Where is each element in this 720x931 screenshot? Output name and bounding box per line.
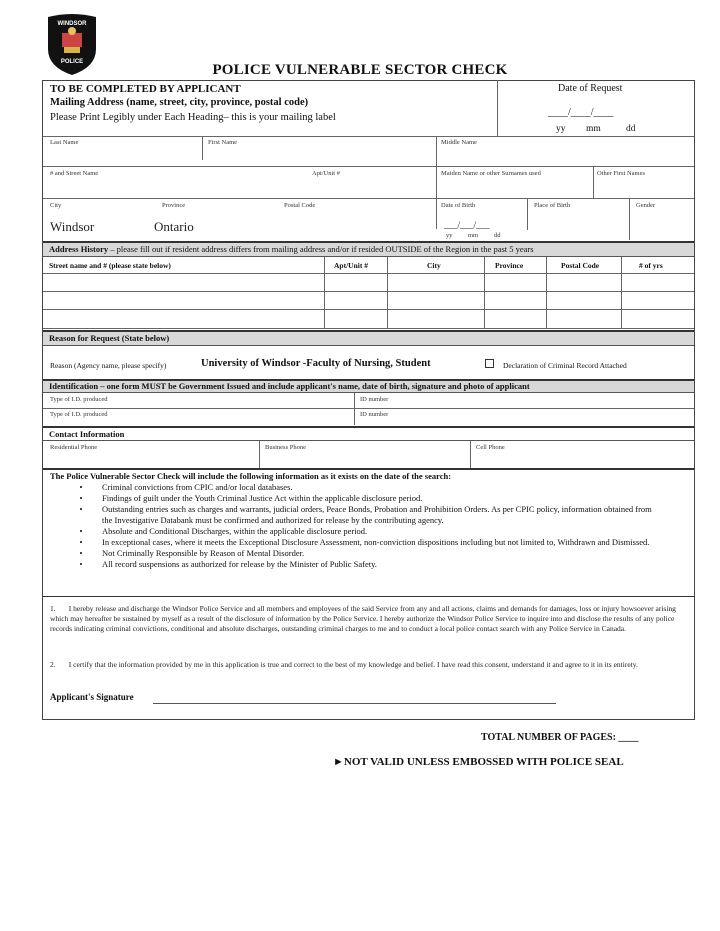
dob-dd: dd bbox=[494, 232, 501, 239]
signature-line[interactable] bbox=[153, 702, 556, 704]
reason-heading: Reason for Request (State below) bbox=[43, 330, 694, 346]
date-request-label: Date of Request bbox=[558, 83, 623, 94]
date-yy: yy bbox=[556, 124, 566, 134]
col-apt: Apt/Unit # bbox=[334, 261, 368, 270]
includes-heading: The Police Vulnerable Sector Check will include the following information as it exists on the date of the search: bbox=[50, 471, 452, 481]
includes-list bbox=[60, 482, 690, 570]
consent-paragraph-1: 1. I hereby release and discharge the Windsor Police Service and all members and employees of the said Service from any and all actions, claims and demands for damages, loss or injury howsoever arising which may hereafter be sustained by myself as a result of the disclosure of information by the Police Service. I hereby authorize the Windsor Police Service to inquire into and disclose the results of any police records indicating criminal convictions, conditional and absolute discharges, outstanding criminal charges to me and to conduct a local police contact search with any Police Service in Canada. bbox=[50, 604, 676, 633]
dob-yy: yy bbox=[446, 232, 453, 239]
col-years: # of yrs bbox=[639, 261, 663, 270]
signature-label: Applicant's Signature bbox=[50, 692, 134, 702]
other-first-label: Other First Names bbox=[597, 170, 646, 177]
list-item: • Absolute and Conditional Discharges, within the applicable disclosure period. bbox=[79, 526, 368, 536]
consent-paragraph-2: 2. I certify that the information provided by me in this application is true and correct to the best of my knowledge and belief. I have read this consent, understand it and agree to it in its entirety. bbox=[50, 660, 638, 669]
city-label: City bbox=[50, 202, 62, 209]
business-phone-label: Business Phone bbox=[265, 444, 306, 451]
logo-bottom-text: POLICE bbox=[60, 59, 84, 65]
dob-field[interactable]: ___/___/___ bbox=[444, 220, 490, 230]
logo-top-text: WINDSOR bbox=[57, 21, 87, 27]
col-postal: Postal Code bbox=[561, 261, 600, 270]
reason-value[interactable]: University of Windsor -Faculty of Nursing, Student bbox=[201, 358, 431, 369]
list-item: • Outstanding entries such as charges and warrants, judicial orders, Peace Bonds, Probation and Prohibition Orders. As per CPIC policy, information obtained from the Investigative Databank must be confirmed and authorized for release by the contributing agency. bbox=[79, 504, 652, 525]
postal-label: Postal Code bbox=[284, 202, 316, 209]
col-city: City bbox=[427, 261, 441, 270]
declaration-label: Declaration of Criminal Record Attached bbox=[503, 361, 627, 370]
residential-phone-label: Residential Phone bbox=[50, 444, 98, 451]
id-type1-label: Type of I.D. produced bbox=[50, 396, 108, 403]
last-name-label: Last Name bbox=[50, 139, 79, 146]
pob-label: Place of Birth bbox=[534, 202, 571, 209]
list-item: • Findings of guilt under the Youth Criminal Justice Act within the applicable disclosure period. bbox=[79, 493, 423, 503]
cell-phone-label: Cell Phone bbox=[476, 444, 505, 451]
date-request-field[interactable]: ____/____/____ bbox=[548, 107, 614, 118]
id-number1-label: ID number bbox=[360, 396, 389, 403]
gender-label: Gender bbox=[636, 202, 656, 209]
city-value[interactable]: Windsor bbox=[50, 219, 95, 234]
maiden-name-label: Maiden Name or other Surnames used bbox=[441, 170, 541, 177]
header-line3: Please Print Legibly under Each Heading– this is your mailing label bbox=[50, 112, 336, 123]
province-label: Province bbox=[162, 202, 186, 209]
address-history-heading: Address History – please fill out if resident address differs from mailing address and/or if resided OUTSIDE of the Region in the past 5 years bbox=[43, 241, 694, 257]
dob-label: Date of Birth bbox=[441, 202, 476, 209]
total-pages: TOTAL NUMBER OF PAGES: ____ bbox=[481, 732, 639, 743]
declaration-checkbox[interactable] bbox=[485, 359, 494, 368]
id-type2-label: Type of I.D. produced bbox=[50, 411, 108, 418]
reason-label: Reason (Agency name, please specify) bbox=[50, 361, 167, 370]
street-label: # and Street Name bbox=[50, 170, 99, 177]
first-name-label: First Name bbox=[208, 139, 238, 146]
province-value[interactable]: Ontario bbox=[154, 219, 194, 234]
list-item: • All record suspensions as authorized for release by the Minister of Public Safety. bbox=[79, 559, 377, 569]
list-item: • Criminal convictions from CPIC and/or local databases. bbox=[79, 482, 293, 492]
id-number2-label: ID number bbox=[360, 411, 389, 418]
header-line1: TO BE COMPLETED BY APPLICANT bbox=[50, 83, 241, 95]
form-title: POLICE VULNERABLE SECTOR CHECK bbox=[212, 62, 508, 78]
col-street: Street name and # (please state below) bbox=[49, 261, 171, 270]
list-item: • In exceptional cases, where it meets the Exceptional Disclosure Assessment, non-conviction dispositions including but not limited to, Withdrawn and Dismissed. bbox=[79, 537, 650, 547]
dob-mm: mm bbox=[468, 232, 479, 239]
header-line2: Mailing Address (name, street, city, province, postal code) bbox=[50, 97, 309, 108]
address-history-table bbox=[43, 257, 694, 329]
list-item: • Not Criminally Responsible by Reason of Mental Disorder. bbox=[79, 548, 305, 558]
not-valid-notice: ►NOT VALID UNLESS EMBOSSED WITH POLICE SEAL bbox=[333, 756, 624, 768]
col-province: Province bbox=[495, 261, 524, 270]
identification-heading: Identification – one form MUST be Government Issued and include applicant's name, date of birth, signature and photo of applicant bbox=[43, 379, 694, 393]
contact-heading: Contact Information bbox=[43, 426, 694, 441]
middle-name-label: Middle Name bbox=[441, 139, 477, 146]
date-dd: dd bbox=[626, 124, 636, 134]
date-mm: mm bbox=[586, 124, 601, 134]
apt-label: Apt/Unit # bbox=[312, 170, 340, 177]
